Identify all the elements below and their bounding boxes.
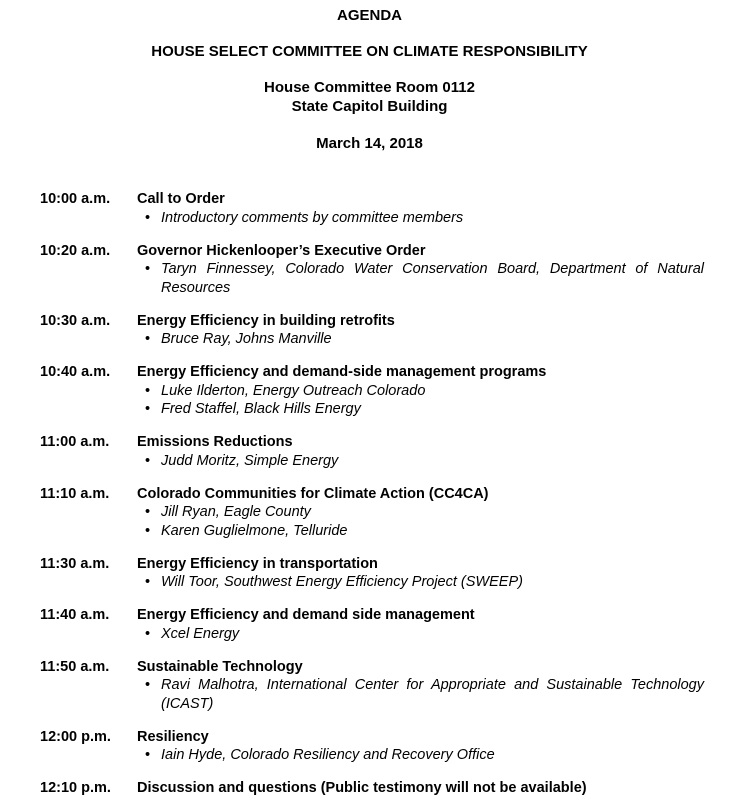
- meeting-room: House Committee Room 0112: [264, 79, 475, 96]
- agenda-heading: Energy Efficiency and demand side management: [137, 607, 475, 623]
- speaker-list: [137, 452, 704, 471]
- agenda-time: 11:30 a.m.: [40, 555, 110, 572]
- agenda-time: 12:00 p.m.: [40, 728, 111, 745]
- agenda-item: [40, 433, 704, 470]
- speaker-item: • Will Toor, Southwest Energy Efficiency Project (SWEEP): [137, 573, 704, 592]
- agenda-time: 11:40 a.m.: [40, 607, 110, 623]
- agenda-time: 11:50 a.m.: [40, 658, 110, 675]
- agenda-time: 10:20 a.m.: [40, 242, 111, 259]
- agenda-body: [137, 728, 704, 765]
- agenda-item: [40, 242, 704, 298]
- agenda-item: [40, 190, 704, 227]
- agenda-heading: Resiliency: [137, 728, 209, 745]
- agenda-item: [40, 555, 704, 592]
- agenda-time: 11:00 a.m.: [40, 434, 110, 450]
- agenda-item: [40, 363, 704, 419]
- agenda-body: [137, 363, 704, 419]
- agenda-body: [137, 242, 704, 298]
- speaker-item: • Taryn Finnessey, Colorado Water Conservation Board, Department of Natural Resources: [137, 260, 704, 297]
- speaker-item: • Luke Ilderton, Energy Outreach Colorado: [137, 382, 704, 401]
- agenda-heading: Colorado Communities for Climate Action (CC4CA): [137, 485, 489, 502]
- agenda-time: 12:10 p.m.: [40, 780, 111, 796]
- speaker-item: • Bruce Ray, Johns Manville: [137, 330, 704, 349]
- agenda-body: [137, 658, 704, 714]
- agenda-body: [137, 485, 704, 541]
- speaker-item: • Xcel Energy: [137, 625, 704, 644]
- speaker-list: [137, 330, 704, 349]
- speaker-list: [137, 503, 704, 540]
- agenda-heading: Discussion and questions (Public testimony will not be available): [137, 780, 587, 796]
- agenda-time: 11:10 a.m.: [40, 485, 110, 502]
- speaker-list: [137, 625, 704, 644]
- agenda-heading: Energy Efficiency in transportation: [137, 555, 378, 572]
- agenda-body: [137, 779, 704, 798]
- agenda-item: [40, 312, 704, 349]
- agenda-time: 10:30 a.m.: [40, 312, 111, 329]
- agenda-heading: Sustainable Technology: [137, 658, 303, 675]
- meeting-date: March 14, 2018: [316, 135, 423, 152]
- agenda-time: 10:40 a.m.: [40, 364, 111, 380]
- agenda-body: [137, 312, 704, 349]
- speaker-list: [137, 260, 704, 297]
- speaker-list: [137, 209, 704, 228]
- agenda-item: [40, 728, 704, 765]
- speaker-item: • Iain Hyde, Colorado Resiliency and Recovery Office: [137, 746, 704, 765]
- speaker-item: • Fred Staffel, Black Hills Energy: [137, 400, 704, 419]
- speaker-item: • Judd Moritz, Simple Energy: [137, 452, 704, 471]
- agenda-body: [137, 190, 704, 227]
- agenda-item: [40, 779, 704, 798]
- agenda-body: [137, 433, 704, 470]
- agenda-list: [40, 190, 704, 812]
- agenda-heading: Emissions Reductions: [137, 434, 293, 450]
- agenda-body: [137, 555, 704, 592]
- speaker-item: • Jill Ryan, Eagle County: [137, 503, 704, 522]
- agenda-heading: Energy Efficiency in building retrofits: [137, 312, 395, 329]
- speaker-list: [137, 676, 704, 713]
- meeting-building: State Capitol Building: [291, 98, 448, 115]
- agenda-item: [40, 485, 704, 541]
- speaker-list: [137, 573, 704, 592]
- document-title: AGENDA: [336, 7, 402, 24]
- agenda-heading: Energy Efficiency and demand-side management programs: [137, 364, 547, 380]
- speaker-list: [137, 746, 704, 765]
- agenda-heading: Governor Hickenlooper’s Executive Order: [137, 242, 426, 259]
- agenda-item: [40, 606, 704, 643]
- speaker-item: • Introductory comments by committee members: [137, 209, 704, 228]
- speaker-item: • Karen Guglielmone, Telluride: [137, 522, 704, 541]
- agenda-heading: Call to Order: [137, 191, 225, 207]
- agenda-body: [137, 606, 704, 643]
- committee-name: HOUSE SELECT COMMITTEE ON CLIMATE RESPONSIBILITY: [151, 43, 588, 60]
- speaker-list: [137, 382, 704, 419]
- agenda-item: [40, 658, 704, 714]
- agenda-time: 10:00 a.m.: [40, 191, 111, 207]
- speaker-item: • Ravi Malhotra, International Center for Appropriate and Sustainable Technology (ICAST): [137, 676, 704, 713]
